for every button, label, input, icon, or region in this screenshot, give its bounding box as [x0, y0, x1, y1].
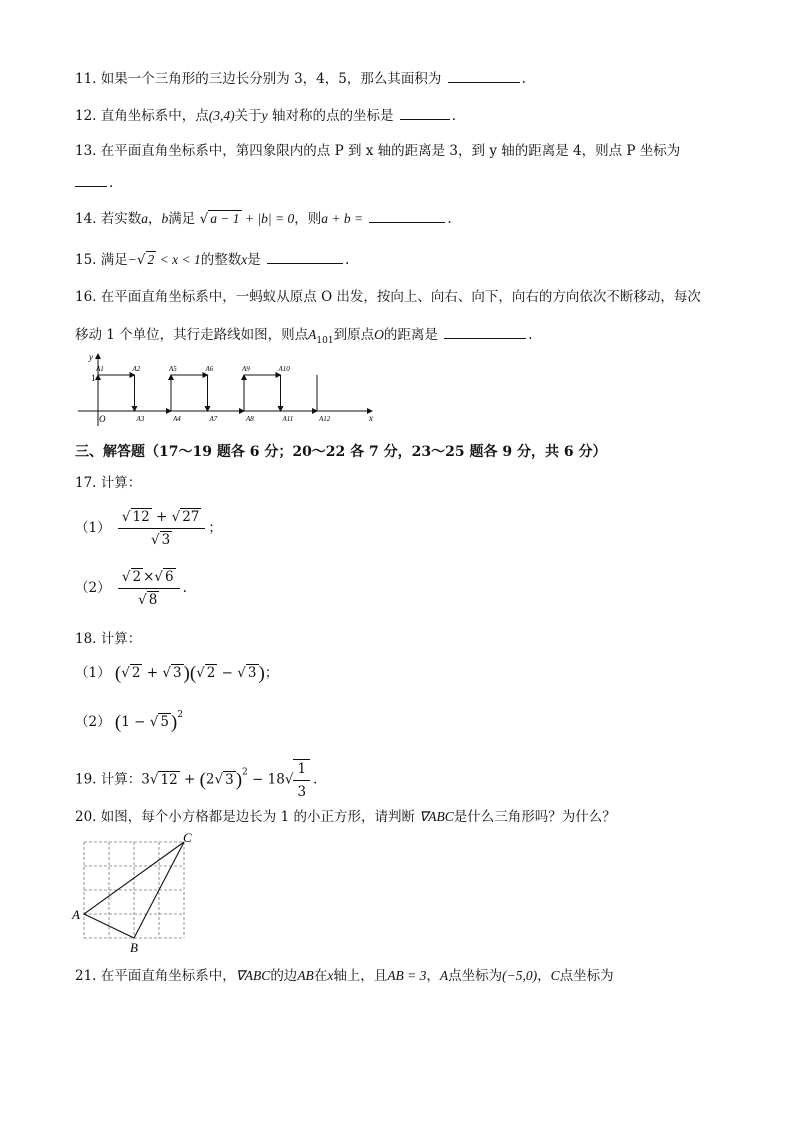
question-text: 的整数: [200, 252, 242, 268]
math-inequality: < x < 1: [156, 252, 201, 267]
question-text: 计算：: [100, 631, 142, 647]
grid-triangle-figure: [70, 830, 200, 955]
punctuation: ；: [264, 665, 279, 681]
question-text: 满足: [168, 211, 196, 227]
question-number: 16.: [75, 289, 97, 305]
question-text: ，: [426, 968, 440, 984]
answer-blank[interactable]: [444, 324, 526, 339]
origin-label: O: [99, 414, 106, 424]
radicand: 3: [161, 532, 171, 548]
point-label: A10: [278, 365, 290, 373]
period: .: [313, 771, 318, 788]
math-triangle: ∇ABC: [235, 968, 271, 983]
math-var: x: [241, 252, 248, 267]
math-point: (3,4): [208, 108, 235, 123]
period: .: [528, 327, 533, 343]
question-12: [75, 105, 456, 125]
question-text: 如图，每个小方格都是边长为 1 的小正方形，请判断: [100, 809, 415, 825]
question-text: 的距离是: [383, 327, 438, 343]
point-labels: [95, 365, 331, 423]
question-13-line2: [75, 172, 113, 192]
question-text: 点坐标为: [448, 968, 503, 984]
point-label: A7: [209, 415, 218, 423]
question-text: 在平面直角坐标系中，一蚂蚁从原点 O 出发，按向上、向右、向下，向右的方向依次不断移动，每次: [100, 289, 701, 305]
question-18-part1: （1） (√ 2 + √ 3 )(√ 2 − √ 3 )；: [75, 663, 279, 684]
question-text: 如果一个三角形的三边长分别为 3，4，5，那么其面积为: [100, 71, 442, 87]
question-18: [75, 630, 141, 648]
question-text: 在平面直角坐标系中，: [100, 968, 236, 984]
question-16: [75, 288, 701, 306]
question-15: [75, 249, 349, 269]
question-text: ，: [537, 968, 551, 984]
question-number: 21.: [75, 968, 97, 984]
math-op: = 0: [271, 211, 295, 226]
radicand: a − 1: [210, 211, 240, 226]
point-label: A6: [205, 365, 214, 373]
question-11: [75, 68, 526, 88]
radicand: 5: [160, 714, 169, 730]
x-axis-label: x: [369, 413, 373, 423]
vertex-a-label: A: [72, 907, 80, 922]
math-op: +: [151, 509, 172, 525]
denominator: √ 3: [151, 532, 171, 548]
math-op: +: [241, 211, 258, 226]
sqrt-expression: √ 2: [136, 252, 155, 268]
punctuation: .: [182, 580, 187, 596]
period: .: [447, 211, 452, 227]
math-expression: 1 −: [121, 714, 150, 730]
question-text: 的边: [270, 968, 298, 984]
question-number: 18.: [75, 631, 97, 647]
question-text: 是什么三角形吗？为什么？: [453, 809, 616, 825]
point-label: A12: [319, 415, 331, 423]
question-text: 是: [247, 252, 261, 268]
question-number: 11.: [75, 71, 97, 87]
question-16-line2: [75, 324, 532, 350]
math-abs: |b|: [257, 211, 272, 226]
math-var: b: [161, 211, 169, 226]
ant-path-figure: [72, 350, 382, 430]
punctuation: ；: [208, 520, 222, 536]
fraction: [293, 759, 310, 801]
math-op: +: [142, 665, 163, 681]
question-text: 移动 1 个单位，其行走路线如图，则点: [75, 327, 309, 343]
section-3-heading: [75, 443, 606, 461]
part-label: （2）: [75, 714, 111, 730]
question-number: 13.: [75, 143, 97, 159]
radicand: 8: [148, 592, 158, 608]
math-point: A: [439, 968, 449, 983]
math-point: O: [374, 327, 384, 342]
radicand: 12: [160, 771, 178, 788]
question-number: 17.: [75, 475, 97, 491]
point-label: A3: [136, 415, 145, 423]
grid: [84, 842, 184, 938]
question-14: [75, 208, 452, 228]
y-axis-label: y: [89, 352, 93, 362]
question-17-part1: [75, 508, 222, 549]
point-label: A5: [169, 365, 177, 373]
math-var: a: [141, 211, 149, 226]
period: .: [345, 252, 350, 268]
denominator: √ 8: [138, 592, 158, 608]
paren: (: [114, 712, 122, 733]
radicand: 12: [132, 509, 150, 525]
subscript: 101: [316, 336, 334, 346]
math-op: −: [217, 665, 238, 681]
paren: ): [235, 769, 243, 791]
question-text: 在平面直角坐标系中，第四象限内的点 P 到 x 轴的距离是 3，到 y 轴的距离是 4，则点 P 坐标为: [100, 143, 681, 159]
vertex-b-label: B: [130, 940, 138, 955]
question-text: 若实数: [100, 211, 142, 227]
point-label: A11: [282, 415, 294, 423]
ant-path: [98, 375, 317, 411]
section-title: 三、解答题（17～19 题各 6 分；20～22 各 7 分，23～25 题各 9 分，共 6 分）: [75, 444, 607, 460]
numerator: 1: [293, 760, 310, 781]
question-19: 19. 计算：3√ 12 + (2√ 3 )$^2$ − 18√ $\frac{1}{3}$ .: [75, 761, 318, 800]
part-label: （1）: [75, 520, 111, 536]
question-18-part2: （2） (1 − √ 5 )$^2$: [75, 710, 183, 733]
question-number: 19.: [75, 771, 97, 788]
question-text: 关于: [234, 108, 262, 124]
math-point: C: [550, 968, 560, 983]
math-op: +: [179, 771, 200, 788]
radicand: 6: [165, 569, 174, 585]
question-text: 点坐标为: [559, 968, 614, 984]
paren: ): [170, 712, 178, 733]
math-triangle: ∇ABC: [419, 809, 454, 824]
radicand: 2: [147, 252, 155, 267]
question-number: 14.: [75, 211, 97, 227]
radicand: 27: [182, 509, 200, 525]
sqrt-expression: √ a − 1: [199, 211, 240, 227]
period: .: [451, 108, 457, 124]
answer-blank[interactable]: [400, 105, 450, 120]
question-text: 满足: [100, 252, 128, 268]
radicand: 3: [247, 665, 257, 681]
paren: (: [114, 663, 122, 684]
question-20: [75, 808, 616, 826]
point-label: A2: [132, 365, 141, 373]
math-segment: AB: [297, 968, 314, 983]
radicand: 2: [206, 665, 216, 681]
fraction: [118, 508, 206, 549]
exponent: 2: [177, 710, 183, 720]
radicand: 3: [225, 771, 234, 788]
radicand: 3: [172, 665, 182, 681]
answer-blank[interactable]: [75, 172, 107, 187]
question-17: [75, 474, 141, 492]
radicand: 2: [132, 569, 142, 585]
question-text: ，: [148, 211, 162, 227]
numerator: √ 2 ×√ 6: [118, 568, 180, 589]
numerator: √ 12 + √ 27: [118, 508, 206, 529]
math-coordinate: (−5,0): [502, 968, 538, 983]
unit-label: 1: [91, 373, 96, 383]
question-text: 到原点: [333, 327, 375, 343]
math-op: −: [127, 252, 137, 267]
question-text: ，则: [294, 211, 322, 227]
math-op: − 18: [247, 771, 285, 788]
paren: )(: [183, 663, 197, 684]
question-text: 轴对称的点的坐标是: [267, 108, 394, 124]
question-17-part2: [75, 568, 187, 609]
exponent: 2: [242, 767, 248, 778]
answer-blank[interactable]: [448, 68, 520, 83]
question-text: 计算：: [100, 771, 142, 788]
coefficient: 3: [141, 771, 150, 788]
answer-blank[interactable]: [369, 208, 445, 223]
question-text: 计算：: [100, 475, 142, 491]
paren: ): [258, 663, 265, 684]
question-21: [75, 967, 614, 985]
coefficient: 2: [205, 771, 215, 788]
radicand: 2: [131, 665, 141, 681]
point-label: A4: [173, 415, 181, 423]
point-label: A1: [96, 365, 104, 373]
math-var: y: [261, 108, 268, 123]
vertex-c-label: C: [183, 830, 192, 845]
math-point: A: [308, 327, 317, 342]
math-var: x: [327, 968, 334, 983]
paren: (: [199, 769, 206, 791]
question-text: 轴上，且: [333, 968, 388, 984]
math-expression: a + b =: [321, 211, 364, 226]
question-number: 20.: [75, 809, 97, 825]
point-label: A8: [246, 415, 254, 423]
question-number: 12.: [75, 108, 97, 124]
question-number: 15.: [75, 252, 97, 268]
question-text: 直角坐标系中，点: [100, 108, 209, 124]
period: .: [109, 175, 114, 191]
fraction: [118, 568, 180, 609]
question-text: 在: [313, 968, 328, 984]
denominator: 3: [297, 784, 307, 800]
period: .: [521, 71, 526, 87]
point-label: A9: [242, 365, 250, 373]
question-13: [75, 142, 680, 160]
part-label: （1）: [75, 665, 111, 681]
answer-blank[interactable]: [267, 249, 343, 264]
math-expression: AB = 3: [387, 968, 427, 983]
part-label: （2）: [75, 580, 111, 596]
math-op: ×: [143, 569, 155, 585]
